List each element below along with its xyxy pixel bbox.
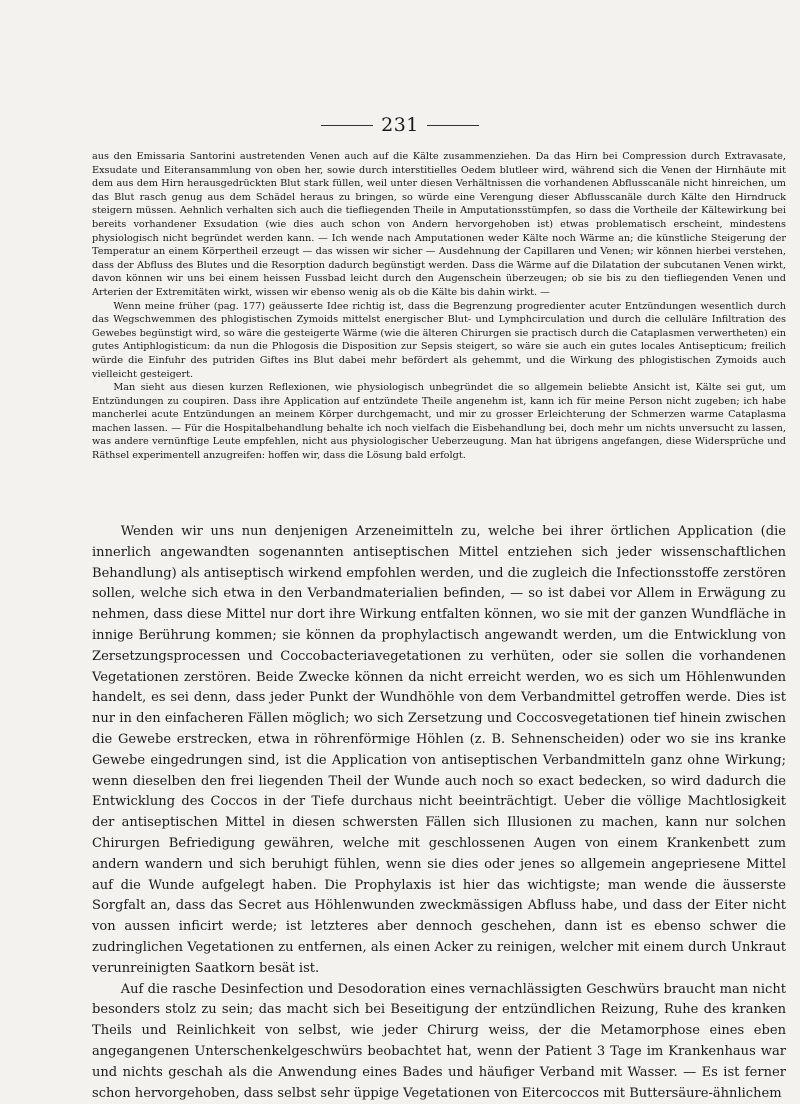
footnote-paragraph: Man sieht aus diesen kurzen Reflexionen, wie physiologisch unbegründet die so allgemein beliebte Ansicht ist, Kälte sei gut, um Entzündungen zu coupiren. Dass ihre Application auf entzündete Theile angenehm ist, kann ich für meine Person nicht zugeben; ich habe mancherlei acute Entzündungen an meinem Körper durchgemacht, und mir zu grosser Erleichterung der Schmerzen warme Cataplasma machen lassen. — Für die Hospitalbehandlung behalte ich noch vielfach die Eisbehandlung bei, doch mehr um nichts unversucht zu lassen, was andere vernünftige Leute empfehlen, nicht aus physiologischer Ueberzeugung. Man hat übrigens angefangen, diese Widersprüche und Räthsel experimentell anzugreifen: hoffen wir, dass die Lösung bald erfolgt.	[92, 382, 786, 462]
body-paragraph: Wenden wir uns nun denjenigen Arzeneimitteln zu, welche bei ihrer örtlichen Application (die innerlich angewandten sogenannten antiseptischen Mittel entziehen sich jeder wissenschaftlichen Behandlung) als antiseptisch wirkend empfohlen werden, und die zugleich die Infectionsstoffe zerstören sollen, welche sich etwa in den Verbandmaterialien befinden, — so ist dabei vor Allem in Erwägung zu nehmen, dass diese Mittel nur dort ihre Wirkung entfalten können, wo sie mit der ganzen Wundfläche in innige Berührung kommen; sie können da prophylactisch angewandt werden, um die Entwicklung von Zersetzungsprocessen und Coccobacteriavegetationen zu verhüten, oder sie sollen die vorhandenen Vegetationen zerstören. Beide Zwecke können da nicht erreicht werden, wo es sich um Höhlenwunden handelt, es sei denn, dass jeder Punkt der Wundhöhle von dem Verbandmittel getroffen werde. Dies ist nur in den einfacheren Fällen möglich; wo sich Zersetzung und Coccosvegetationen tief hinein zwischen die Gewebe erstrecken, etwa in röhrenförmige Höhlen (z. B. Sehnenscheiden) oder wo sie ins kranke Gewebe eingedrungen sind, ist die Application von antiseptischen Verbandmitteln ganz ohne Wirkung; wenn dieselben den frei liegenden Theil der Wunde auch noch so exact bedecken, so wird dadurch die Entwicklung des Coccos in der Tiefe durchaus nicht beeinträchtigt. Ueber die völlige Machtlosigkeit der antiseptischen Mittel in diesen schwersten Fällen sich Illusionen zu machen, kann nur solchen Chirurgen Befriedigung gewähren, welche mit geschlossenen Augen von einem Krankenbett zum andern wandern und sich beruhigt fühlen, wenn sie dies oder jenes so allgemein angepriesene Mittel auf die Wunde aufgelegt haben. Die Prophylaxis ist hier das wichtigste; man wende die äusserste Sorgfalt an, dass das Secret aus Höhlenwunden zweckmässigen Abfluss habe, und dass der Eiter nicht von aussen inficirt werde; ist letzteres aber dennoch geschehen, dann ist es ebenso schwer die zudringlichen Vegetationen zu entfernen, als einen Acker zu reinigen, welcher mit einem durch Unkraut verunreinigten Saatkorn besät ist.	[92, 524, 786, 976]
footnote-block	[92, 150, 786, 463]
page-header	[0, 114, 800, 136]
header-rule-left	[321, 125, 373, 126]
body-paragraph: Auf die rasche Desinfection und Desodoration eines vernachlässigten Geschwürs braucht man nicht besonders stolz zu sein; das macht sich bei Beseitigung der entzündlichen Reizung, Ruhe des kranken Theils und Reinlichkeit von selbst, wie jeder Chirurg weiss, der die Metamorphose eines eben angegangenen Unterschenkelgeschwürs beobachtet hat, wenn der Patient 3 Tage im Krankenhaus war und nichts geschah als die Anwendung eines Bades und häufiger Verband mit Wasser. — Es ist ferner schon hervorgehoben, dass selbst sehr üppige Vegetationen von Eitercoccos mit Buttersäure-ähnlichem	[92, 981, 786, 1101]
body-text-block	[92, 522, 786, 1104]
footnote-paragraph: Wenn meine früher (pag. 177) geäusserte Idee richtig ist, dass die Begrenzung progredienter acuter Entzündungen wesentlich durch das Wegschwemmen des phlogistischen Zymoids mittelst energischer Blut- und Lymphcirculation und durch die celluläre Infiltration des Gewebes begünstigt wird, so wäre die gesteigerte Wärme (wie die älteren Chirurgen sie practisch durch die Cataplasmen verwertheten) ein gutes Antiphlogisticum: da nun die Phlogosis die Disposition zur Sepsis steigert, so wäre sie auch ein gutes locales Antisepticum; freilich würde die Einfuhr des putriden Giftes ins Blut dabei mehr befördert als gehemmt, und die Wirkung des phlogistischen Zymoids auch vielleicht gesteigert.	[92, 300, 786, 380]
page-number: 231	[381, 114, 419, 136]
footnote-paragraph: aus den Emissaria Santorini austretenden Venen auch auf die Kälte zusammenziehen. Da das Hirn bei Compression durch Extravasate, Exsudate und Eiteransammlung von oben her, sowie durch interstitielles Oedem blutleer wird, während sich die Venen der Hirnhäute mit dem aus dem Hirn herausgedrückten Blut stark füllen, weil unter diesen Verhältnissen die vorhandenen Abflusscanäle nicht hinreichen, um das Blut rasch genug aus dem Schädel heraus zu bringen, so würde eine Verengung dieser Abflusscanäle durch Kälte den Hirndruck steigern müssen. Aehnlich verhalten sich auch die tiefliegenden Theile in Amputationsstümpfen, so dass die Vortheile der Kältewirkung bei bereits vorhandener Exsudation (wie dies auch schon von Andern hervorgehoben ist) etwas problematisch erscheint, mindestens physiologisch nicht begründet werden kann. — Ich wende nach Amputationen weder Kälte noch Wärme an; die künstliche Steigerung der Temperatur an einem Körpertheil erzeugt — das wissen wir sicher — Ausdehnung der Capillaren und Venen; wir können hierbei verstehen, dass der Abfluss des Blutes und die Resorption dadurch begünstigt werden. Dass die Wärme auf die Dilatation der subcutanen Venen wirkt, davon können wir uns bei einem heissen Fussbad leicht durch den Augenschein überzeugen; ob sie bis zu den tiefliegenden Venen und Arterien der Extremitäten wirkt, wissen wir ebenso wenig als ob die Kälte bis dahin wirkt. —	[92, 151, 786, 298]
header-rule-right	[427, 125, 479, 126]
